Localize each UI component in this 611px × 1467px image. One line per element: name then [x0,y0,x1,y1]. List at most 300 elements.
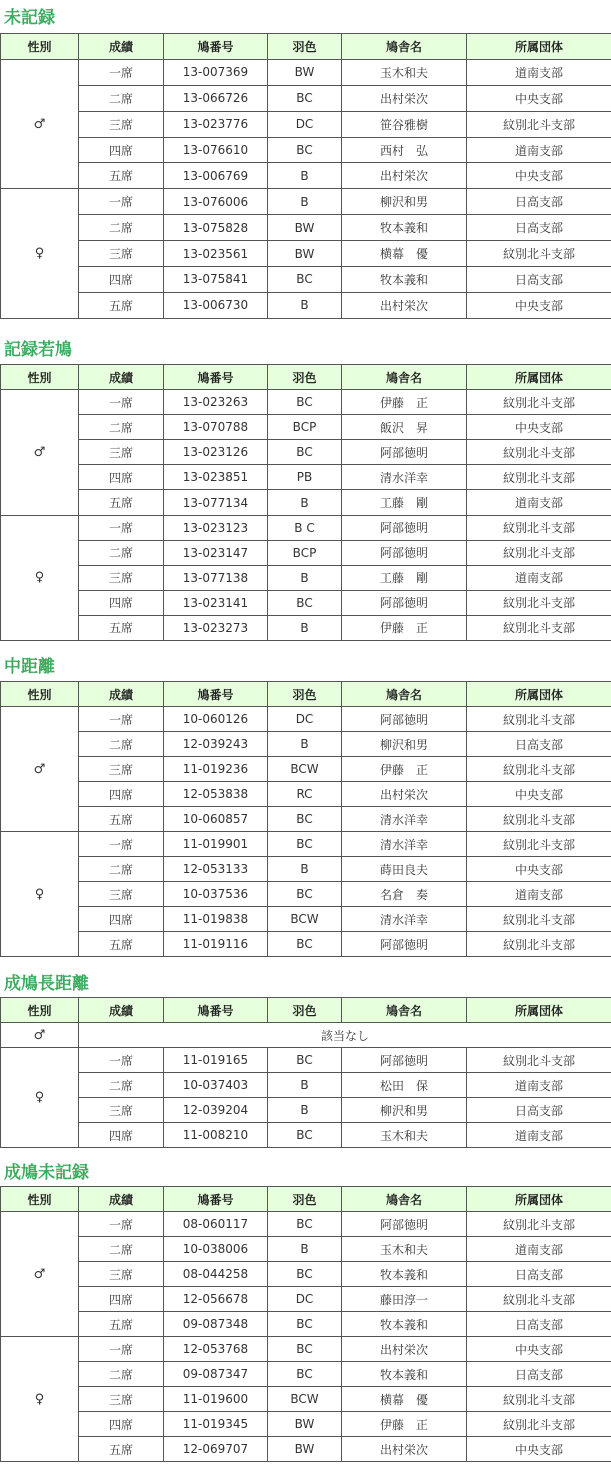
ring-number-cell: 11-019165 [164,1048,268,1073]
header-branch: 所属団体 [467,998,611,1023]
section-1 [0,4,611,319]
header-rank: 成績 [79,34,164,60]
branch-cell: 道南支部 [467,59,611,85]
rank-cell: 二席 [79,1362,164,1387]
loft-name-cell: 横幕 優 [342,1387,467,1412]
branch-cell: 紋別北斗支部 [467,707,611,732]
sex-cell: ♀ [1,515,79,640]
loft-name-cell: 飯沢 昇 [342,415,467,440]
loft-name-cell: 阿部徳明 [342,1048,467,1073]
color-cell: BC [268,1262,342,1287]
no-entry-cell: 該当なし [79,1023,611,1048]
color-cell: BC [268,1362,342,1387]
loft-name-cell: 横幕 優 [342,241,467,267]
table-row [1,267,611,293]
branch-cell: 紋別北斗支部 [467,807,611,832]
header-color: 羽色 [268,682,342,707]
loft-name-cell: 工藤 剛 [342,565,467,590]
header-sex: 性別 [1,998,79,1023]
ring-number-cell: 13-076610 [164,137,268,163]
branch-cell: 道南支部 [467,137,611,163]
rank-cell: 四席 [79,465,164,490]
color-cell: B [268,857,342,882]
ring-number-cell: 11-019236 [164,757,268,782]
branch-cell: 日高支部 [467,1098,611,1123]
color-cell: BCW [268,1387,342,1412]
loft-name-cell: 阿部徳明 [342,590,467,615]
color-cell: DC [268,111,342,137]
branch-cell: 紋別北斗支部 [467,440,611,465]
rank-cell: 三席 [79,565,164,590]
branch-cell: 紋別北斗支部 [467,515,611,540]
branch-cell: 紋別北斗支部 [467,1287,611,1312]
table-header-row [1,1187,611,1212]
rank-cell: 三席 [79,1262,164,1287]
branch-cell: 紋別北斗支部 [467,757,611,782]
color-cell: BC [268,390,342,415]
ring-number-cell: 10-037403 [164,1073,268,1098]
table-row [1,832,611,857]
header-rank: 成績 [79,1187,164,1212]
ring-number-cell: 13-006769 [164,163,268,189]
color-cell: B [268,1237,342,1262]
loft-name-cell: 玉木和夫 [342,1237,467,1262]
header-loft-name: 鳩舎名 [342,998,467,1023]
branch-cell: 中央支部 [467,1437,611,1462]
section-title: 記録若鳩 [4,340,72,360]
table-row [1,1437,611,1462]
rank-cell: 一席 [79,1212,164,1237]
color-cell: BC [268,590,342,615]
ring-number-cell: 12-056678 [164,1287,268,1312]
branch-cell: 紋別北斗支部 [467,615,611,640]
rank-cell: 五席 [79,615,164,640]
branch-cell: 紋別北斗支部 [467,1212,611,1237]
rank-cell: 四席 [79,1412,164,1437]
header-color: 羽色 [268,998,342,1023]
rank-cell: 三席 [79,1387,164,1412]
branch-cell: 日高支部 [467,1312,611,1337]
loft-name-cell: 笹谷雅樹 [342,111,467,137]
ring-number-cell: 13-077134 [164,490,268,515]
sex-cell: ♂ [1,1023,79,1048]
rank-cell: 五席 [79,163,164,189]
table-row [1,1262,611,1287]
table-row [1,292,611,318]
color-cell: BC [268,1048,342,1073]
table-row [1,807,611,832]
ring-number-cell: 09-087348 [164,1312,268,1337]
color-cell: BW [268,59,342,85]
rank-cell: 五席 [79,932,164,957]
loft-name-cell: 伊藤 正 [342,757,467,782]
branch-cell: 中央支部 [467,163,611,189]
sex-cell: ♂ [1,390,79,515]
branch-cell: 紋別北斗支部 [467,1387,611,1412]
section-4 [0,972,611,1148]
header-rank: 成績 [79,998,164,1023]
ring-number-cell: 12-039204 [164,1098,268,1123]
loft-name-cell: 松田 保 [342,1073,467,1098]
table-row [1,590,611,615]
color-cell: BC [268,440,342,465]
loft-name-cell: 出村栄次 [342,85,467,111]
branch-cell: 紋別北斗支部 [467,540,611,565]
ring-number-cell: 13-006730 [164,292,268,318]
loft-name-cell: 藤田淳一 [342,1287,467,1312]
loft-name-cell: 阿部徳明 [342,540,467,565]
loft-name-cell: 阿部徳明 [342,440,467,465]
table-row [1,1123,611,1148]
rank-cell: 一席 [79,189,164,215]
table-row [1,440,611,465]
rank-cell: 四席 [79,590,164,615]
table-row [1,111,611,137]
loft-name-cell: 柳沢和男 [342,1098,467,1123]
loft-name-cell: 牧本義和 [342,215,467,241]
section-3 [0,654,611,957]
ring-number-cell: 10-037536 [164,882,268,907]
rank-cell: 四席 [79,1287,164,1312]
color-cell: BW [268,1437,342,1462]
table-row [1,1412,611,1437]
color-cell: BC [268,807,342,832]
section-2 [0,336,611,641]
loft-name-cell: 清水洋幸 [342,907,467,932]
header-sex: 性別 [1,34,79,60]
rank-cell: 五席 [79,1312,164,1337]
sex-cell: ♀ [1,1337,79,1462]
rank-cell: 二席 [79,215,164,241]
branch-cell: 道南支部 [467,1237,611,1262]
branch-cell: 日高支部 [467,732,611,757]
ring-number-cell: 08-060117 [164,1212,268,1237]
loft-name-cell: 伊藤 正 [342,1412,467,1437]
ring-number-cell: 13-066726 [164,85,268,111]
branch-cell: 紋別北斗支部 [467,390,611,415]
table-row [1,565,611,590]
rank-cell: 一席 [79,59,164,85]
header-loft-name: 鳩舎名 [342,365,467,390]
sex-cell: ♂ [1,707,79,832]
color-cell: B [268,292,342,318]
color-cell: DC [268,707,342,732]
rank-cell: 三席 [79,757,164,782]
ring-number-cell: 13-075828 [164,215,268,241]
ring-number-cell: 12-039243 [164,732,268,757]
branch-cell: 日高支部 [467,1262,611,1287]
loft-name-cell: 清水洋幸 [342,832,467,857]
color-cell: BC [268,882,342,907]
rank-cell: 二席 [79,415,164,440]
table-row [1,163,611,189]
ring-number-cell: 13-007369 [164,59,268,85]
header-ring-number: 鳩番号 [164,34,268,60]
branch-cell: 紋別北斗支部 [467,590,611,615]
loft-name-cell: 阿部徳明 [342,515,467,540]
table-row [1,882,611,907]
header-branch: 所属団体 [467,682,611,707]
color-cell: BC [268,267,342,293]
header-loft-name: 鳩舎名 [342,1187,467,1212]
ring-number-cell: 12-069707 [164,1437,268,1462]
branch-cell: 紋別北斗支部 [467,1048,611,1073]
ring-number-cell: 13-023126 [164,440,268,465]
loft-name-cell: 牧本義和 [342,267,467,293]
results-table [0,997,611,1148]
ring-number-cell: 13-070788 [164,415,268,440]
color-cell: B [268,490,342,515]
rank-cell: 五席 [79,490,164,515]
table-row [1,1098,611,1123]
table-row [1,465,611,490]
ring-number-cell: 13-023273 [164,615,268,640]
table-header-row [1,682,611,707]
ring-number-cell: 11-019838 [164,907,268,932]
header-sex: 性別 [1,1187,79,1212]
table-row [1,1362,611,1387]
header-loft-name: 鳩舎名 [342,34,467,60]
rank-cell: 一席 [79,832,164,857]
table-row [1,515,611,540]
branch-cell: 紋別北斗支部 [467,907,611,932]
table-row [1,1023,611,1048]
loft-name-cell: 阿部徳明 [342,1212,467,1237]
table-row [1,907,611,932]
loft-name-cell: 出村栄次 [342,163,467,189]
table-row [1,189,611,215]
branch-cell: 紋別北斗支部 [467,932,611,957]
ring-number-cell: 11-008210 [164,1123,268,1148]
color-cell: BC [268,832,342,857]
loft-name-cell: 柳沢和男 [342,189,467,215]
color-cell: B [268,1098,342,1123]
branch-cell: 日高支部 [467,267,611,293]
loft-name-cell: 伊藤 正 [342,390,467,415]
header-ring-number: 鳩番号 [164,1187,268,1212]
results-table [0,364,611,641]
color-cell: BCW [268,757,342,782]
ring-number-cell: 13-023776 [164,111,268,137]
color-cell: B [268,565,342,590]
branch-cell: 日高支部 [467,215,611,241]
loft-name-cell: 阿部徳明 [342,707,467,732]
sex-cell: ♂ [1,1212,79,1337]
color-cell: B [268,189,342,215]
ring-number-cell: 11-019901 [164,832,268,857]
ring-number-cell: 12-053768 [164,1337,268,1362]
table-row [1,732,611,757]
sex-cell: ♀ [1,1048,79,1148]
header-ring-number: 鳩番号 [164,998,268,1023]
results-table [0,681,611,957]
table-row [1,540,611,565]
table-row [1,490,611,515]
ring-number-cell: 11-019345 [164,1412,268,1437]
branch-cell: 道南支部 [467,882,611,907]
branch-cell: 中央支部 [467,782,611,807]
loft-name-cell: 出村栄次 [342,1437,467,1462]
ring-number-cell: 11-019600 [164,1387,268,1412]
table-row [1,1337,611,1362]
header-loft-name: 鳩舎名 [342,682,467,707]
rank-cell: 三席 [79,241,164,267]
color-cell: BW [268,241,342,267]
table-row [1,85,611,111]
rank-cell: 二席 [79,1237,164,1262]
loft-name-cell: 玉木和夫 [342,1123,467,1148]
table-row [1,415,611,440]
table-row [1,1287,611,1312]
branch-cell: 中央支部 [467,415,611,440]
ring-number-cell: 13-076006 [164,189,268,215]
rank-cell: 五席 [79,292,164,318]
table-row [1,1312,611,1337]
table-row [1,1073,611,1098]
color-cell: B [268,732,342,757]
ring-number-cell: 13-023851 [164,465,268,490]
table-row [1,782,611,807]
sex-cell: ♀ [1,189,79,318]
color-cell: BC [268,85,342,111]
rank-cell: 一席 [79,390,164,415]
rank-cell: 四席 [79,907,164,932]
color-cell: BW [268,1412,342,1437]
table-row [1,757,611,782]
loft-name-cell: 出村栄次 [342,782,467,807]
loft-name-cell: 工藤 剛 [342,490,467,515]
table-row [1,932,611,957]
rank-cell: 二席 [79,732,164,757]
rank-cell: 四席 [79,137,164,163]
branch-cell: 紋別北斗支部 [467,465,611,490]
rank-cell: 五席 [79,807,164,832]
header-sex: 性別 [1,682,79,707]
header-rank: 成績 [79,682,164,707]
rank-cell: 一席 [79,1337,164,1362]
color-cell: BCP [268,415,342,440]
table-row [1,1212,611,1237]
header-ring-number: 鳩番号 [164,365,268,390]
table-header-row [1,34,611,60]
branch-cell: 紋別北斗支部 [467,111,611,137]
header-rank: 成績 [79,365,164,390]
rank-cell: 三席 [79,111,164,137]
color-cell: B [268,1073,342,1098]
section-5 [0,1160,611,1462]
loft-name-cell: 清水洋幸 [342,807,467,832]
ring-number-cell: 12-053838 [164,782,268,807]
table-row [1,707,611,732]
branch-cell: 日高支部 [467,189,611,215]
rank-cell: 三席 [79,882,164,907]
color-cell: B [268,163,342,189]
color-cell: BC [268,932,342,957]
ring-number-cell: 08-044258 [164,1262,268,1287]
table-row [1,137,611,163]
header-sex: 性別 [1,365,79,390]
color-cell: BC [268,1212,342,1237]
loft-name-cell: 牧本義和 [342,1312,467,1337]
color-cell: BC [268,137,342,163]
color-cell: BCW [268,907,342,932]
color-cell: RC [268,782,342,807]
color-cell: BC [268,1312,342,1337]
rank-cell: 三席 [79,1098,164,1123]
branch-cell: 中央支部 [467,292,611,318]
branch-cell: 道南支部 [467,1123,611,1148]
branch-cell: 中央支部 [467,1337,611,1362]
results-table [0,33,611,319]
rank-cell: 四席 [79,1123,164,1148]
ring-number-cell: 12-053133 [164,857,268,882]
rank-cell: 五席 [79,1437,164,1462]
header-ring-number: 鳩番号 [164,682,268,707]
loft-name-cell: 牧本義和 [342,1262,467,1287]
ring-number-cell: 13-075841 [164,267,268,293]
loft-name-cell: 出村栄次 [342,292,467,318]
table-row [1,1048,611,1073]
section-title: 未記録 [4,8,55,28]
table-row [1,241,611,267]
loft-name-cell: 名倉 奏 [342,882,467,907]
color-cell: BC [268,1337,342,1362]
table-row [1,857,611,882]
branch-cell: 紋別北斗支部 [467,241,611,267]
ring-number-cell: 13-077138 [164,565,268,590]
loft-name-cell: 牧本義和 [342,1362,467,1387]
loft-name-cell: 伊藤 正 [342,615,467,640]
loft-name-cell: 蒔田良夫 [342,857,467,882]
table-header-row [1,365,611,390]
table-row [1,215,611,241]
table-row [1,1237,611,1262]
branch-cell: 日高支部 [467,1362,611,1387]
header-branch: 所属団体 [467,1187,611,1212]
color-cell: B C [268,515,342,540]
color-cell: PB [268,465,342,490]
ring-number-cell: 10-060126 [164,707,268,732]
rank-cell: 二席 [79,857,164,882]
rank-cell: 四席 [79,782,164,807]
branch-cell: 道南支部 [467,565,611,590]
loft-name-cell: 清水洋幸 [342,465,467,490]
ring-number-cell: 13-023141 [164,590,268,615]
color-cell: DC [268,1287,342,1312]
rank-cell: 四席 [79,267,164,293]
ring-number-cell: 09-087347 [164,1362,268,1387]
rank-cell: 三席 [79,440,164,465]
header-color: 羽色 [268,34,342,60]
table-row [1,59,611,85]
loft-name-cell: 出村栄次 [342,1337,467,1362]
sex-cell: ♀ [1,832,79,957]
ring-number-cell: 13-023147 [164,540,268,565]
rank-cell: 二席 [79,85,164,111]
ring-number-cell: 10-060857 [164,807,268,832]
section-title: 成鳩未記録 [4,1163,89,1183]
loft-name-cell: 玉木和夫 [342,59,467,85]
branch-cell: 道南支部 [467,490,611,515]
header-branch: 所属団体 [467,365,611,390]
ring-number-cell: 10-038006 [164,1237,268,1262]
table-row [1,390,611,415]
rank-cell: 二席 [79,1073,164,1098]
branch-cell: 中央支部 [467,85,611,111]
branch-cell: 道南支部 [467,1073,611,1098]
ring-number-cell: 13-023263 [164,390,268,415]
rank-cell: 二席 [79,540,164,565]
